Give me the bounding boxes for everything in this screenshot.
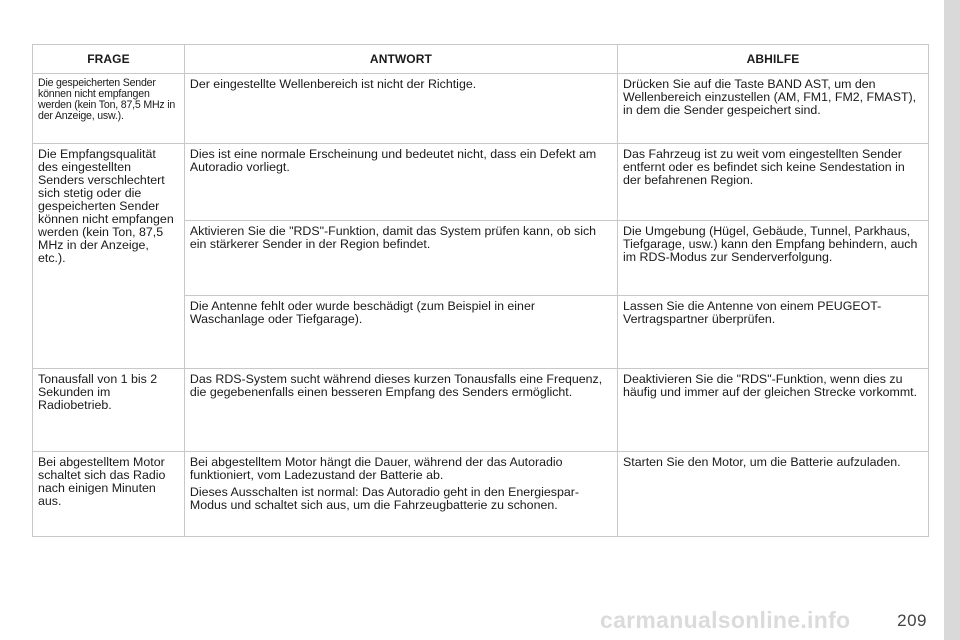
antwort-text: Dies ist eine normale Erscheinung und bedeutet nicht, dass ein Defekt am Autoradio vorliegt. (189, 147, 597, 174)
frage-cell: Die Empfangsqualität des eingestellten Senders verschlechtert sich stetig oder die gespeicherten Sender können nicht empfangen werden (kein Ton, 87,5 MHz in der Anzeige, etc.). (33, 144, 185, 369)
abhilfe-cell: Starten Sie den Motor, um die Batterie aufzuladen. (618, 452, 929, 537)
header-antwort: ANTWORT (184, 45, 617, 74)
watermark: carmanualsonline.info (600, 607, 851, 633)
antwort-cell (184, 144, 617, 221)
antwort-cell (184, 369, 617, 452)
frage-cell: Bei abgestelltem Motor schaltet sich das Radio nach einigen Minuten aus. (33, 452, 185, 537)
antwort-text: Die Antenne fehlt oder wurde beschädigt (zum Beispiel in einer Waschanlage oder Tiefgarage). (189, 299, 535, 326)
page-number: 209 (897, 611, 927, 630)
abhilfe-cell: Lassen Sie die Antenne von einem PEUGEOT-Vertragspartner überprüfen. (618, 296, 929, 369)
antwort-cell (184, 296, 617, 369)
antwort-text: Der eingestellte Wellenbereich ist nicht der Richtige. (189, 77, 477, 91)
header-abhilfe: ABHILFE (618, 45, 929, 74)
page-side-bar (944, 0, 960, 640)
antwort-text: Bei abgestelltem Motor hängt die Dauer, während der das Autoradio funktioniert, vom Ladezustand der Batterie ab. (189, 455, 563, 482)
header-frage: FRAGE (33, 45, 185, 74)
antwort-text: Dieses Ausschalten ist normal: Das Autoradio geht in den Energiespar-Modus und schaltet sich aus, um die Fahrzeugbatterie zu schonen. (189, 485, 580, 512)
table-row (33, 74, 929, 144)
antwort-cell (184, 221, 617, 296)
faq-table (32, 44, 929, 537)
frage-cell: Die gespeicherten Sender können nicht empfangen werden (kein Ton, 87,5 MHz in der Anzeige, usw.). (33, 74, 185, 144)
abhilfe-cell: Drücken Sie auf die Taste BAND AST, um den Wellenbereich einzustellen (AM, FM1, FM2, FMAST), in dem die Sender gespeichert sind. (618, 74, 929, 144)
table-row (33, 369, 929, 452)
abhilfe-cell: Deaktivieren Sie die "RDS"-Funktion, wenn dies zu häufig und immer auf der gleichen Strecke vorkommt. (618, 369, 929, 452)
table-row (33, 144, 929, 221)
abhilfe-cell: Die Umgebung (Hügel, Gebäude, Tunnel, Parkhaus, Tiefgarage, usw.) kann den Empfang behindern, auch im RDS-Modus zur Senderverfolgung. (618, 221, 929, 296)
abhilfe-cell: Das Fahrzeug ist zu weit vom eingestellten Sender entfernt oder es befindet sich keine Sendestation in der befahrenen Region. (618, 144, 929, 221)
antwort-text: Das RDS-System sucht während dieses kurzen Tonausfalls eine Frequenz, die gegebenenfalls einen besseren Empfang des Senders ermöglicht. (189, 372, 603, 399)
table-header-row (33, 45, 929, 74)
antwort-cell (184, 74, 617, 144)
antwort-cell (184, 452, 617, 537)
frage-cell: Tonausfall von 1 bis 2 Sekunden im Radiobetrieb. (33, 369, 185, 452)
antwort-text: Aktivieren Sie die "RDS"-Funktion, damit das System prüfen kann, ob sich ein stärkerer Sender in der Region befindet. (189, 224, 597, 251)
table-row (33, 452, 929, 537)
